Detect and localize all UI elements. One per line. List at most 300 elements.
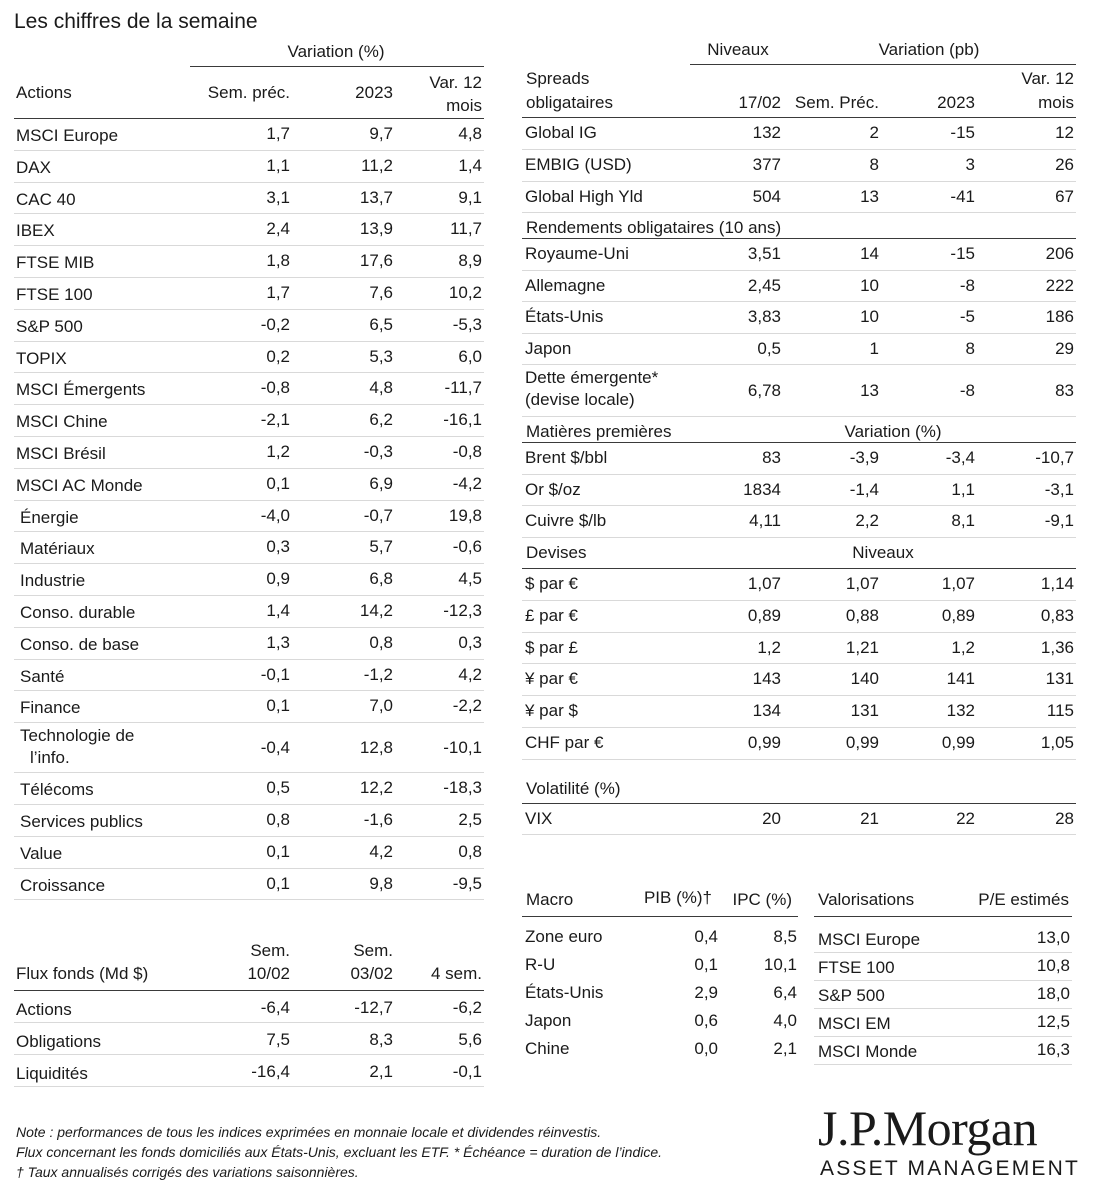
footnote-line: † Taux annualisés corrigés des variations saisonnières. — [16, 1164, 359, 1180]
table-cell: -0,8 — [452, 442, 482, 461]
table-cell: 131 — [1045, 669, 1074, 689]
row-label: Liquidités — [16, 1064, 88, 1083]
table-cell: 3 — [965, 154, 975, 174]
table-cell: -6,2 — [452, 998, 482, 1017]
row-divider — [14, 531, 484, 532]
table-cell: 9,7 — [369, 124, 393, 143]
table-cell: 1,14 — [1040, 573, 1074, 593]
table-cell: 8,1 — [951, 511, 975, 531]
row-divider — [14, 899, 484, 900]
row-divider — [14, 595, 484, 596]
table-cell: 83 — [1055, 381, 1074, 401]
header-rule — [14, 118, 484, 119]
row-label: TOPIX — [16, 348, 67, 368]
table-cell: 0,99 — [845, 732, 879, 752]
table-cell: 3,51 — [747, 244, 781, 264]
table-cell: -4,0 — [260, 505, 290, 525]
col-header: P/E estimés — [978, 890, 1069, 909]
logo-subtitle: ASSET MANAGEMENT — [820, 1157, 1081, 1180]
row-divider — [522, 212, 1076, 213]
table-cell: 83 — [762, 448, 781, 468]
table-cell: 140 — [850, 669, 879, 689]
row-label: MSCI Europe — [818, 930, 921, 949]
header-rule — [190, 66, 484, 67]
table-cell: 222 — [1045, 275, 1074, 295]
table-cell: 0,8 — [458, 841, 482, 861]
row-label: Japon — [525, 1011, 572, 1030]
table-cell: 13,9 — [359, 219, 393, 239]
table-cell: 13 — [860, 186, 879, 206]
row-label: MSCI AC Monde — [16, 475, 143, 495]
header-rule — [14, 990, 484, 991]
table-cell: 26 — [1055, 154, 1074, 174]
table-cell: 22 — [956, 808, 975, 828]
row-divider — [14, 659, 484, 660]
section-label: Matières premières — [526, 422, 672, 442]
table-cell: 132 — [752, 123, 781, 142]
row-divider — [14, 436, 484, 437]
table-cell: 0,2 — [266, 346, 290, 366]
table-cell: 1,36 — [1040, 637, 1074, 657]
row-divider — [14, 563, 484, 564]
row-label: Global IG — [525, 123, 597, 142]
table-cell: 7,5 — [266, 1030, 290, 1049]
table-cell: 186 — [1045, 307, 1074, 327]
header-rule — [814, 916, 1072, 917]
table-cell: 6,0 — [458, 346, 482, 366]
table-cell: 2,9 — [694, 983, 718, 1002]
table-cell: 20 — [762, 808, 781, 828]
table-cell: -0,6 — [452, 537, 482, 557]
table-cell: 3,83 — [747, 307, 781, 327]
table-cell: 131 — [850, 701, 879, 721]
table-cell: 0,4 — [694, 927, 718, 946]
col-header: Sem. — [250, 941, 290, 960]
row-label: ¥ par $ — [525, 701, 578, 721]
table-cell: 0,9 — [266, 569, 290, 589]
table-cell: 12,2 — [359, 778, 393, 798]
col-header: Sem. Préc. — [794, 93, 879, 112]
row-divider — [14, 372, 484, 373]
table-cell: 1,07 — [941, 573, 975, 593]
table-cell: 1,1 — [266, 155, 290, 175]
page-title: Les chiffres de la semaine — [14, 10, 258, 33]
row-divider — [814, 980, 1072, 981]
row-divider — [522, 149, 1076, 150]
col-header: mois — [446, 96, 482, 115]
row-label: Brent $/bbl — [525, 448, 608, 468]
variation-header: Variation (pb) — [878, 40, 980, 59]
row-divider — [522, 364, 1076, 365]
jpmorgan-logo — [818, 1100, 1080, 1182]
row-divider — [522, 270, 1076, 271]
table-cell: 4,11 — [749, 511, 781, 531]
table-cell: 28 — [1055, 808, 1074, 828]
table-cell: 6,2 — [369, 410, 393, 430]
row-divider — [522, 663, 1076, 664]
row-label: Énergie — [20, 507, 79, 527]
table-cell: 14,2 — [359, 601, 393, 620]
row-label: Japon — [525, 338, 572, 358]
table-cell: 12,8 — [359, 738, 393, 758]
row-label: Conso. durable — [20, 603, 136, 622]
table-cell: 10 — [860, 275, 879, 295]
table-cell: 5,7 — [369, 537, 393, 557]
table-cell: -0,4 — [260, 738, 290, 758]
table-cell: -3,4 — [945, 448, 975, 468]
table-cell: 141 — [946, 669, 975, 689]
actions-label: Actions — [16, 83, 72, 102]
row-label: MSCI Chine — [16, 412, 108, 432]
table-cell: 1,07 — [845, 573, 879, 593]
col-header: Var. 12 — [429, 73, 482, 92]
niveaux-header: Niveaux — [852, 542, 914, 562]
table-cell: 1,05 — [1040, 732, 1074, 752]
table-cell: -41 — [950, 186, 975, 206]
table-cell: 9,1 — [458, 187, 482, 207]
col-header: 2023 — [937, 93, 975, 112]
header-rule — [690, 64, 1076, 65]
table-cell: 21 — [860, 808, 879, 828]
row-label: S&P 500 — [16, 316, 83, 336]
table-cell: -12,7 — [354, 998, 393, 1017]
row-label: VIX — [525, 808, 553, 828]
table-cell: 11,2 — [361, 155, 393, 175]
row-label: MSCI Monde — [818, 1042, 918, 1061]
col-header: Sem. préc. — [207, 83, 290, 102]
table-cell: 10,2 — [448, 283, 482, 302]
row-label: IBEX — [16, 221, 55, 241]
table-cell: -0,3 — [363, 442, 393, 461]
table-cell: 8,5 — [773, 927, 797, 946]
table-cell: 143 — [752, 669, 781, 689]
table-cell: -15 — [950, 244, 975, 264]
valorisations-label: Valorisations — [818, 890, 915, 909]
table-cell: 6,9 — [369, 473, 393, 493]
logo-wordmark: J.P.Morgan — [818, 1100, 1038, 1156]
row-label: MSCI Europe — [16, 126, 119, 145]
table-cell: 9,8 — [369, 873, 393, 893]
variation-header: Variation (%) — [287, 42, 385, 61]
table-cell: 1 — [869, 338, 879, 358]
table-cell: 2,5 — [458, 810, 482, 829]
table-cell: 4,8 — [369, 378, 393, 398]
col-header: 4 sem. — [430, 964, 482, 983]
table-cell: 6,4 — [773, 983, 797, 1002]
table-cell: 0,1 — [266, 473, 290, 493]
table-cell: 7,0 — [369, 696, 393, 716]
row-label: Global High Yld — [525, 186, 643, 206]
row-label: (devise locale) — [525, 390, 635, 410]
table-cell: 17,6 — [359, 251, 393, 271]
table-cell: 134 — [752, 701, 781, 721]
row-label: MSCI Brésil — [16, 444, 106, 463]
row-divider — [14, 804, 484, 805]
table-cell: -15 — [950, 123, 975, 142]
header-rule — [522, 117, 1076, 118]
row-divider — [14, 627, 484, 628]
table-cell: 504 — [752, 186, 781, 206]
col-header: 03/02 — [350, 964, 393, 983]
col-header: Sem. — [353, 941, 393, 960]
row-label: États-Unis — [525, 307, 604, 327]
section-label: obligataires — [526, 93, 613, 112]
table-cell: 1,07 — [747, 573, 781, 593]
table-cell: -3,9 — [849, 448, 879, 468]
table-cell: -1,2 — [363, 664, 393, 684]
row-label: Matériaux — [20, 539, 95, 559]
table-cell: 7,6 — [369, 283, 393, 302]
row-divider — [14, 1054, 484, 1055]
row-label: Or $/oz — [525, 479, 581, 499]
row-divider — [522, 474, 1076, 475]
table-cell: 115 — [1046, 701, 1074, 721]
table-cell: 8,9 — [458, 251, 482, 271]
table-cell: -16,4 — [251, 1062, 290, 1081]
row-divider — [522, 301, 1076, 302]
table-cell: -18,3 — [443, 778, 482, 798]
table-cell: 2 — [869, 123, 879, 142]
row-divider — [814, 952, 1072, 953]
table-cell: 1,2 — [266, 442, 290, 461]
niveaux-header: Niveaux — [707, 40, 769, 59]
table-cell: 13,7 — [359, 187, 393, 207]
table-cell: 0,89 — [747, 605, 781, 625]
table-cell: 0,89 — [941, 605, 975, 625]
table-cell: -9,1 — [1044, 511, 1074, 531]
table-cell: -4,2 — [452, 473, 482, 493]
row-label: £ par € — [525, 605, 578, 625]
table-cell: -1,6 — [363, 810, 393, 829]
table-cell: 8 — [965, 338, 975, 358]
table-cell: 0,6 — [694, 1011, 718, 1030]
row-divider — [14, 690, 484, 691]
col-header: Var. 12 — [1021, 69, 1074, 88]
row-divider — [14, 309, 484, 310]
table-cell: 1,4 — [266, 601, 290, 620]
table-cell: 1,7 — [266, 124, 290, 143]
row-label: Conso. de base — [20, 634, 140, 654]
table-cell: 11,7 — [450, 219, 482, 239]
row-label: FTSE 100 — [16, 285, 93, 304]
table-cell: 0,8 — [266, 810, 290, 829]
row-divider — [14, 182, 484, 183]
col-header: mois — [1038, 93, 1074, 112]
row-label: Finance — [20, 698, 81, 718]
row-divider — [14, 500, 484, 501]
macro-label: Macro — [526, 890, 574, 909]
table-cell: -0,7 — [363, 505, 393, 525]
table-cell: -5 — [959, 307, 975, 327]
table-cell: -11,7 — [444, 378, 482, 398]
table-cell: -6,4 — [260, 998, 290, 1017]
table-cell: -1,4 — [849, 479, 879, 499]
row-divider — [814, 1036, 1072, 1037]
table-cell: 6,78 — [747, 381, 781, 401]
table-cell: 0,1 — [266, 696, 290, 716]
row-divider — [522, 416, 1076, 417]
row-divider — [522, 759, 1076, 760]
row-divider — [522, 727, 1076, 728]
row-label: Dette émergente* — [525, 368, 659, 388]
table-cell: -16,1 — [443, 410, 482, 430]
variation-header: Variation (%) — [844, 422, 942, 442]
table-cell: 132 — [946, 701, 975, 721]
table-cell: 1,8 — [266, 251, 290, 271]
table-cell: 2,1 — [773, 1039, 797, 1058]
table-cell: 1,7 — [266, 283, 290, 302]
table-cell: -12,3 — [443, 601, 482, 620]
table-cell: 1,3 — [266, 632, 290, 652]
table-cell: 18,0 — [1036, 984, 1070, 1003]
row-label: FTSE MIB — [16, 253, 95, 273]
table-cell: 4,8 — [458, 124, 482, 143]
section-label: Devises — [526, 542, 587, 562]
table-cell: 2,4 — [266, 219, 290, 239]
row-label: Chine — [525, 1039, 570, 1058]
row-label: Télécoms — [20, 780, 94, 800]
table-cell: 10 — [860, 307, 879, 327]
row-divider — [814, 1064, 1072, 1065]
section-label: Rendements obligataires (10 ans) — [526, 218, 782, 238]
row-label: Obligations — [16, 1032, 102, 1051]
table-cell: -9,5 — [452, 873, 482, 893]
table-cell: 3,1 — [266, 187, 290, 207]
row-label: $ par £ — [525, 637, 578, 657]
row-divider — [14, 868, 484, 869]
table-cell: 0,1 — [266, 841, 290, 861]
row-divider — [14, 245, 484, 246]
table-cell: 4,2 — [458, 664, 482, 684]
table-cell: 4,2 — [369, 841, 393, 861]
table-cell: 0,88 — [845, 605, 879, 625]
table-cell: 0,99 — [941, 732, 975, 752]
row-divider — [522, 537, 1076, 538]
row-label: Industrie — [20, 571, 86, 591]
row-divider — [522, 834, 1076, 835]
row-label: Royaume-Uni — [525, 244, 629, 264]
footnote-line: Note : performances de tous les indices exprimées en monnaie locale et dividendes réinvestis. — [16, 1124, 602, 1140]
row-label: R-U — [525, 955, 556, 974]
row-label: MSCI Émergents — [16, 380, 146, 400]
row-divider — [14, 277, 484, 278]
col-header: PIB (%)† — [643, 888, 712, 907]
table-cell: 4,5 — [458, 569, 482, 589]
table-cell: 0,99 — [747, 732, 781, 752]
row-divider — [14, 722, 484, 723]
table-cell: 13 — [860, 381, 879, 401]
table-cell: 2,1 — [369, 1062, 393, 1081]
row-divider — [522, 505, 1076, 506]
table-cell: -10,7 — [1035, 448, 1074, 468]
table-cell: 5,3 — [369, 346, 393, 366]
table-cell: 0,5 — [266, 778, 290, 798]
table-cell: 1834 — [743, 479, 781, 499]
col-header: 17/02 — [738, 93, 781, 112]
table-cell: 16,3 — [1036, 1040, 1070, 1059]
row-divider — [14, 213, 484, 214]
row-label: l’info. — [30, 748, 70, 768]
row-label: FTSE 100 — [818, 958, 895, 977]
row-label: Croissance — [20, 875, 106, 895]
col-header: IPC (%) — [732, 890, 792, 909]
table-cell: 5,6 — [458, 1030, 482, 1049]
row-divider — [14, 1022, 484, 1023]
row-label: CHF par € — [525, 732, 604, 752]
table-cell: 6,5 — [369, 314, 393, 334]
row-divider — [814, 1008, 1072, 1009]
row-divider — [14, 404, 484, 405]
row-divider — [14, 341, 484, 342]
row-divider — [522, 600, 1076, 601]
row-divider — [14, 772, 484, 773]
table-cell: 0,3 — [458, 632, 482, 652]
table-cell: 8,3 — [369, 1030, 393, 1049]
row-label: Allemagne — [525, 275, 606, 295]
table-cell: 0,5 — [757, 338, 781, 358]
header-rule — [522, 442, 1076, 443]
row-label: $ par € — [525, 573, 578, 593]
table-cell: 2,45 — [747, 275, 781, 295]
table-cell: 1,21 — [845, 637, 879, 657]
header-rule — [522, 803, 1076, 804]
table-cell: -0,1 — [260, 664, 290, 684]
row-label: S&P 500 — [818, 986, 885, 1005]
row-divider — [522, 181, 1076, 182]
row-label: Actions — [16, 1000, 72, 1019]
row-label: Cuivre $/lb — [525, 511, 607, 531]
row-divider — [522, 632, 1076, 633]
row-divider — [14, 468, 484, 469]
table-cell: 4,0 — [773, 1011, 797, 1030]
row-label: Value — [20, 843, 63, 863]
table-cell: 206 — [1045, 244, 1074, 264]
row-divider — [522, 333, 1076, 334]
table-cell: 14 — [860, 244, 879, 264]
table-cell: -0,2 — [260, 314, 290, 334]
table-cell: -5,3 — [452, 314, 482, 334]
table-cell: -0,8 — [260, 378, 290, 398]
table-cell: -0,1 — [452, 1062, 482, 1081]
table-cell: -2,2 — [452, 696, 482, 716]
footnotes — [16, 1122, 662, 1182]
table-cell: -8 — [959, 275, 975, 295]
table-cell: 10,1 — [763, 955, 797, 974]
row-label: États-Unis — [525, 983, 604, 1002]
row-divider — [14, 150, 484, 151]
table-cell: 12,5 — [1036, 1012, 1070, 1031]
table-cell: 0,1 — [266, 873, 290, 893]
table-cell: -8 — [959, 381, 975, 401]
table-cell: 13,0 — [1036, 928, 1070, 947]
table-cell: -10,1 — [443, 738, 482, 758]
table-cell: 0,3 — [266, 537, 290, 557]
table-cell: 0,8 — [369, 632, 393, 652]
row-label: Zone euro — [525, 927, 603, 946]
header-rule — [522, 916, 798, 917]
table-cell: 1,2 — [951, 637, 975, 657]
row-label: DAX — [16, 157, 51, 177]
header-rule — [522, 568, 1076, 569]
flux-label: Flux fonds (Md $) — [16, 964, 149, 983]
table-cell: 8 — [869, 154, 879, 174]
table-cell: 0,0 — [694, 1039, 718, 1058]
table-cell: 2,2 — [855, 511, 879, 531]
table-cell: 12 — [1055, 123, 1074, 142]
row-divider — [522, 695, 1076, 696]
table-cell: -3,1 — [1044, 479, 1074, 499]
table-cell: 377 — [752, 154, 781, 174]
